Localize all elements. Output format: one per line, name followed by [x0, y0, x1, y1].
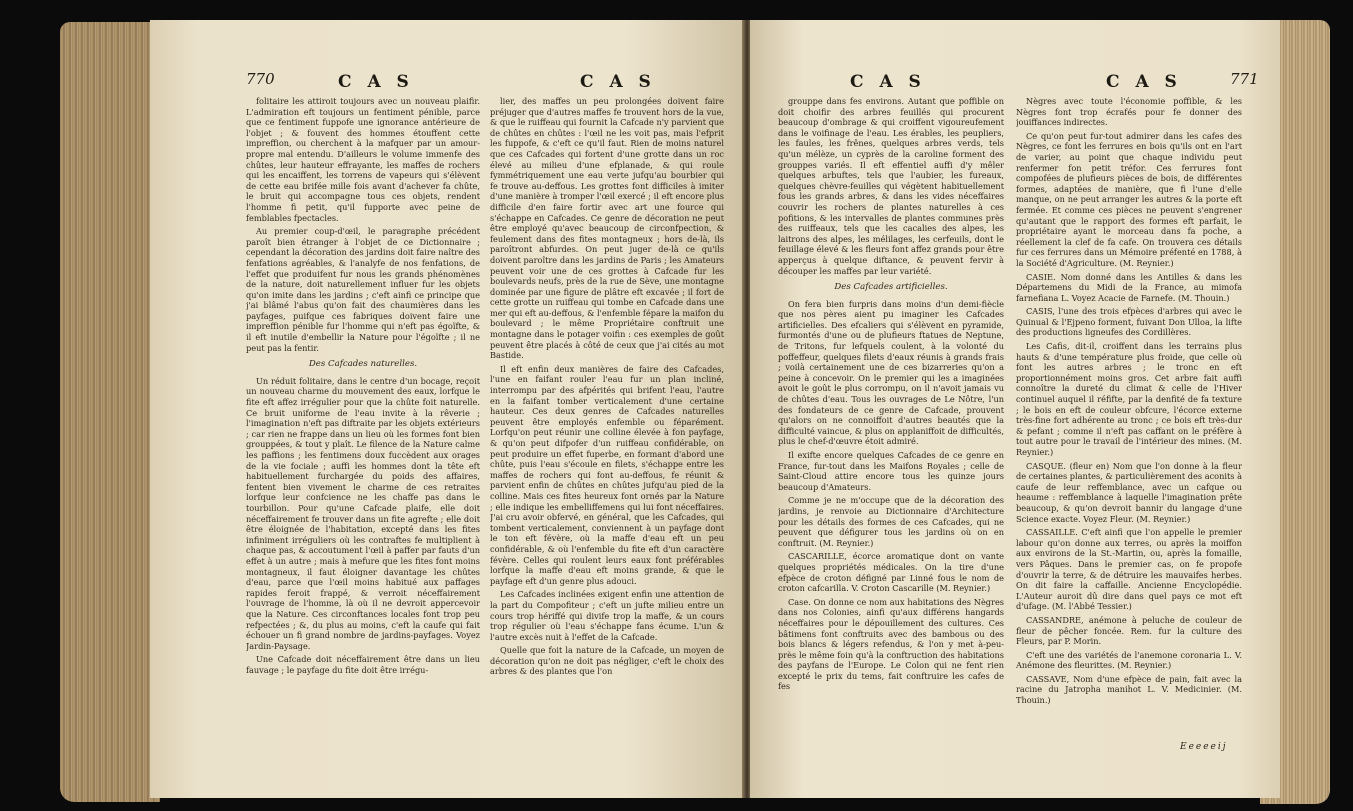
right-page: [750, 20, 1280, 798]
text-column-left: [246, 96, 480, 756]
paragraph: Case. On donne ce nom aux habitations des Nègres dans nos Colonies, ainfi qu'aux différens hangards néceffaires pour le dépouillement des cultures. Ces bâtimens font conftruits avec des bambous ou des bois blancs & légers refendus, & l'on y met à-peu-près le même foin qu'à la conftruction des habitations des payfans de l'Europe. Le Colon qui ne fent rien excepté le prix du tems, fait conftruire les cafes de fes: [778, 596, 1004, 692]
paragraph: CASIS, l'une des trois efpèces d'arbres qui avec le Quinual & l'Ejpeno forment, fuivant Don Ulloa, la lifte des productions ligneufes des Cordillères.: [1016, 306, 1242, 338]
paragraph: Il eft enfin deux manières de faire des Cafcades, l'une en faifant rouler l'eau fur un plan incliné, interrompu par des afpérités qui brifent l'eau, l'autre en la faifant tomber verticalement d'une certaine hauteur. Ces deux genres de Cafcades naturelles peuvent être employés enfemble ou féparément. Lorfqu'on peut réunir une colline élevée à fon payfage, & qu'on peut difpofer d'un ruiffeau confidérable, on peut produire un effet fuperbe, en formant d'abord une chûte, puis l'eau s'écoule en filets, s'échappe entre les maffes de rochers qui font au-deffous, fe réunit & parvient enfin de chûtes en chûtes jufqu'au pied de la colline. Mais ces fites heureux font ornés par la Nature ; elle indique les embelliffemens qui lui font néceffaires. J'ai cru avoir obfervé, en général, que les Cafcades, qui tombent verticalement, conviennent à un payfage dont le ton eft févère, où la maffe d'eau eft un peu confidérable, & où l'enfemble du fite eft d'un caractère févère. Celles qui roulent leurs eaux font préférables lorfque la maffe d'eau eft moins grande, & que le payfage eft d'un genre plus adouci.: [490, 363, 724, 586]
running-head: C A S: [580, 72, 656, 92]
paragraph: Il exifte encore quelques Cafcades de ce genre en France, fur-tout dans les Maifons Royales ; celle de Saint-Cloud attire encore tous les quinze jours beaucoup d'Amateurs.: [778, 450, 1004, 492]
running-head: C A S: [1106, 72, 1182, 92]
paragraph: Les Cafis, dit-il, croiffent dans les terrains plus hauts & d'une température plus froide, que celle où font les autres arbres ; le tronc en eft proportionnément moins gros. Cet arbre fait auffi connoître la dureté du climat & celle de l'Hiver continuel auquel il réfifte, par la denfité de fa texture ; le bois en eft de couleur obfcure, l'écorce externe très-fine fort adhérente au tronc ; ce bois eft très-dur & pefant ; comme il n'eft pas caffant on le préfère à tout autre pour le travail de l'intérieur des mines. (M. Reynier.): [1016, 341, 1242, 457]
paragraph: Quelle que foit la nature de la Cafcade, un moyen de décoration qu'on ne doit pas négliger, c'eft le choix des arbres & des plantes que l'on: [490, 645, 724, 677]
paragraph: CASIE. Nom donné dans les Antilles & dans les Départemens du Midi de la France, au mimofa farnefiana L. Voyez Acacie de Farnefe. (M. Thouin.): [1016, 271, 1242, 303]
section-title: Des Cafcades naturelles.: [308, 359, 418, 370]
paragraph: CASCARILLE, écorce aromatique dont on vante quelques propriétés médicales. On la tire d'une efpèce de croton défigné par Linné fous le nom de croton cafcarilla. V. Croton Cascarille (M. Reynier.): [778, 551, 1004, 594]
paragraph: folitaire les attiroit toujours avec un nouveau plaifir. L'admiration eft toujours un fentiment pénible, parce que ce fentiment fuppofe une ignorance antérieure de l'objet ; & fouvent des hommes étouffent cette impreffion, ou cherchent à la mafquer par un amour-propre mal entendu. D'ailleurs le volume immenfe des chûtes, leur hauteur effrayante, les maffes de rochers qui les encaiffent, les torrens de vapeurs qui s'élèvent de cette eau brifée mille fois avant d'achever fa chûte, le bruit qui accompagne tous ces objets, rendent l'homme fi petit, qu'il fupporte avec peine de femblables fpectacles.: [246, 96, 480, 223]
paragraph: Comme je ne m'occupe que de la décoration des jardins, je renvoie au Dictionnaire d'Architecture pour les détails des formes de ces Cafcades, qui ne peuvent que défigurer tous les jardins où on en conftruit. (M. Reynier.): [778, 495, 1004, 548]
running-head: C A S: [338, 72, 414, 92]
paragraph: CASQUE. (fleur en) Nom que l'on donne à la fleur de certaines plantes, & particulièrement des aconits à caufe de leur reffemblance, avec un cafque ou heaume : reffemblance à laquelle l'imagination prête beaucoup, & qu'on devroit bannir du langage d'une Science exacte. Voyez Fleur. (M. Reynier.): [1016, 460, 1242, 524]
left-page-edges: [60, 22, 160, 802]
paragraph: C'eft une des variétés de l'anemone coronaria L. V. Anémone des fleurittes. (M. Reynier.): [1016, 649, 1242, 671]
page-number: 770: [246, 70, 275, 88]
paragraph: CASSAILLE. C'eft ainfi que l'on appelle le premier labour qu'on donne aux terres, ou après la moiffon aux environs de la St.-Martin, ou, après la fomaille, vers Pâques. Dans le premier cas, on fe propofe d'ouvrir la terre, & de détruire les mauvaifes herbes. On dit faire la caffaille. Ancienne Encyclopédie. L'Auteur auroit dû dire dans quel pays ce mot eft d'ufage. (M. l'Abbé Tessier.): [1016, 527, 1242, 612]
paragraph: Nègres avec toute l'économie poffible, & les Nègres font trop écrafés pour fe donner des jouiffances indirectes.: [1016, 96, 1242, 128]
paragraph: Ce qu'on peut fur-tout admirer dans les cafes des Nègres, ce font les ferrures en bois qu'ils ont en l'art de varier, au point que chaque individu peut renfermer fon petit tréfor. Ces ferrures font compofées de plufieurs pièces de bois, de différentes formes, adaptées de manière, que fi l'une d'elle manque, on ne peut arranger les autres & la porte eft fermée. Et comme ces pièces ne peuvent s'engrener qu'autant que le rapport des formes eft parfait, le propriétaire ayant le morceau dans fa poche, a réellement la clef de fa cafe. On trouvera ces détails fur ces ferrures dans un Mémoire préfenté en 1788, à la Société d'Agriculture. (M. Reynier.): [1016, 130, 1242, 268]
text-column-left: [778, 96, 1004, 756]
section-title: Des Cafcades artificielles.: [834, 282, 948, 293]
paragraph: CASSAVE, Nom d'une efpèce de pain, fait avec la racine du Jatropha manihot L. V. Medicinier. (M. Thouin.): [1016, 673, 1242, 706]
running-head: C A S: [850, 72, 926, 92]
paragraph: lier, des maffes un peu prolongées doivent faire préjuger que d'autres maffes fe trouvent hors de la vue, & que le ruiffeau qui fournit la Cafcade n'y parvient que de chûtes en chûtes : l'œil ne les voit pas, mais l'efprit les fuppofe, & c'eft ce qu'il faut. Rien de moins naturel que ces Cafcades qui fortent d'une grotte dans un roc élevé au milieu d'une efplanade, & qui roule fymmétriquement une eau verte jufqu'au bourbier qui fe trouve au-deffous. Les grottes font difficiles à imiter d'une manière à tromper l'œil exercé ; il eft encore plus difficile d'en faire fortir avec art une fource qui s'échappe en Cafcades. Ce genre de décoration ne peut être employé qu'avec beaucoup de circonfpection, & feulement dans des fites montagneux ; hors de-là, ils paroîtront abfurdes. On peut juger de-là ce qu'ils doivent paroître dans les jardins de Paris ; les Amateurs peuvent voir une de ces grottes à Cafcade fur les boulevards neufs, près de la rue de Sève, une montagne dominée par une figure de plâtre eft excavée ; il fort de cette grotte un ruiffeau qui tombe en Cafcade dans une mer qui eft au-deffous, & l'enfemble fépare la maifon du boulevard ; le même Propriétaire conftruit une montagne dans le potager voifin : ces exemples de goût peuvent être placés à côté de ceux que j'ai cités au mot Bastide.: [490, 96, 724, 361]
paragraph: Les Cafcades inclinées exigent enfin une attention de la part du Compofiteur ; c'eft un jufte milieu entre un cours trop hériffé qui divife trop la maffe, & un cours trop régulier où l'eau s'échappe fans écume. L'un & l'autre excès nuit à l'effet de la Cafcade.: [490, 589, 724, 642]
text-column-right: [1016, 96, 1242, 756]
paragraph: Au premier coup-d'œil, le paragraphe précédent paroît bien étranger à l'objet de ce Dictionnaire ; cependant la décoration des jardins doit faire naître des fenfations agréables, & l'analyfe de nos fenfations, de l'effet que produifent fur nous les grands phénomènes de la nature, doit naturellement influer fur les objets qu'on imite dans les jardins ; c'eft ainfi ce principe que j'ai blâmé l'abus qu'on fait des chaumières dans les payfages, puifque ces fabriques doivent faire une impreffion pénible fur l'homme qui n'eft pas égoïfte, & il eft inutile d'embellir la Nature pour l'égoïfte ; il ne peut pas la fentir.: [246, 226, 480, 353]
page-number: 771: [1230, 70, 1259, 88]
signature-mark: Eeeeeij: [1180, 742, 1228, 752]
open-book: [60, 12, 1330, 808]
text-column-right: [490, 96, 724, 756]
left-page: [150, 20, 744, 798]
paragraph: Une Cafcade doit néceffairement être dans un lieu fauvage ; le payfage du fite doit être irrégu-: [246, 654, 480, 675]
paragraph: grouppe dans fes environs. Autant que poffible on doit choifir des arbres feuillés qui procurent beaucoup d'ombrage & qui croiffent vigoureufement dans le voifinage de l'eau. Les érables, les peupliers, les faules, les frênes, quelques arbres verds, tels qu'un mélèze, un cyprès de la caroline forment des grouppes variés. Il eft effentiel auffi d'y mêler quelques arbuftes, tels que l'aubier, les fureaux, quelques chèvre-feuilles qui végètent habituellement fous les grands arbres, & dans les vides néceffaires couvrir les rochers de plantes naturelles à ces pofitions, & les intervalles de plantes communes près des ruiffeaux, tels que les cacalies des alpes, les laitrons des alpes, les mélilages, les cerfeuils, dont le feuillage élevé & les fleurs font affez grands pour être apperçus à quelque diftance, & peuvent fervir à découper les maffes par leur variété.: [778, 96, 1004, 276]
paragraph: CASSANDRE, anémone à peluche de couleur de fleur de pêcher foncée. Rem. fur la culture des Fleurs, par P. Morin.: [1016, 614, 1242, 647]
paragraph: On fera bien furpris dans moins d'un demi-fiècle que nos pères aient pu imaginer les Cafcades artificielles. Des efcaliers qui s'élèvent en pyramide, furmontés d'une ou de plufieurs ftatues de Neptune, de Tritons, fur lefquels coulent, à la volonté du poffeffeur, quelques filets d'eaux réunis à grands frais ; voilà certainement une de ces bizarreries qu'on a peine à concevoir. On le premier qui les a imaginées avoit le goût le plus corrompu, on il n'avoit jamais vu de chûtes d'eau. Tous les ouvrages de Le Nôtre, l'un des fondateurs de ce genre de Cafcade, prouvent qu'alors on ne connoiffoit d'autres beautés que la difficulté vaincue, & plus on applaniffoit de difficultés, plus le chef-d'œuvre étoit admiré.: [778, 298, 1004, 447]
paragraph: Un réduit folitaire, dans le centre d'un bocage, reçoit un nouveau charme du mouvement des eaux, lorfque le fite eft affez irrégulier pour que la chûte foit naturelle. Ce bruit uniforme de l'eau invite à la rêverie ; l'imagination n'eft pas diftraite par les objets extérieurs ; car rien ne frappe dans un lieu où les formes font bien grouppées, & tout y plaît. Le filence de la Nature calme les paffions ; les fentimens doux fuccèdent aux orages de la vie fociale ; auffi les hommes dont la tête eft habituellement furchargée du poids des affaires, fentent bien vivement le charme de ces retraites lorfque leur confcience ne les chaffe pas dans le tourbillon. Pour qu'une Cafcade plaife, elle doit néceffairement fe trouver dans un fite agrefte ; elle doit être éloignée de l'habitation, excepté dans les fites infiniment irréguliers où les contraftes fe multiplient à chaque pas, & accoutument l'œil à paffer par fauts d'un effet à un autre ; mais à mefure que les fites font moins montagneux, il faut éloigner davantage les chûtes d'eau, parce que l'œil moins habitué aux paffages rapides feroit frappé, & verroit néceffairement l'ouvrage de l'homme, là où il ne devroit appercevoir que la Nature. Ces circonftances locales font trop peu refpectées ; &, du plus au moins, c'eft la caufe qui fait échouer un fi grand nombre de jardins-payfages. Voyez Jardin-Paysage.: [246, 375, 480, 651]
